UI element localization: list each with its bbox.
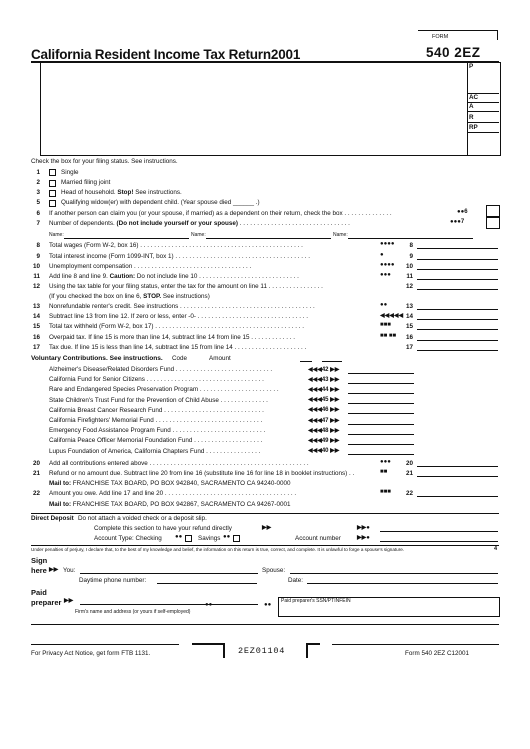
line-text: Add line 8 and line 9. Caution: Do not include line 10 . . . . . . . . . . . . . . . . . . . . . . . . . . . . . xyxy=(49,273,299,280)
widow-checkbox[interactable] xyxy=(49,200,56,207)
form-number: 540 2EZ xyxy=(426,45,481,60)
dep-name-1[interactable] xyxy=(64,238,189,239)
side-code-ac: AC xyxy=(469,94,479,101)
fund-code: ◀◀◀48 ▶▶ xyxy=(308,427,340,434)
footer-bracket xyxy=(192,643,224,645)
fund-amount-field[interactable] xyxy=(348,413,414,414)
line-text: (If you checked the box on line 6, STOP. See instructions) xyxy=(49,293,210,300)
deposit-rule xyxy=(31,513,499,514)
firm-address-field[interactable] xyxy=(31,624,499,625)
line-num: 11 xyxy=(33,273,40,280)
line-num: 20 xyxy=(32,460,40,467)
line-num: 6 xyxy=(36,210,40,217)
deposit-arrows: ▶▶ xyxy=(262,525,272,531)
paid-label: Paid xyxy=(31,588,47,597)
amount-field-line-12[interactable] xyxy=(417,289,498,290)
fund-name: Alzheimer's Disease/Related Disorders Fund . . . . . . . . . . . . . . . . . . . . . . . . . . . . xyxy=(49,366,273,373)
line-num: 21 xyxy=(32,470,40,477)
sign-label: Sign xyxy=(31,556,48,565)
fund-code: ◀◀◀49 ▶▶ xyxy=(308,437,340,444)
line-ref: 9 xyxy=(409,253,413,260)
line6-mark: ●●6 xyxy=(457,209,468,215)
amount-field-line-22[interactable] xyxy=(417,496,498,497)
savings-label: Savings xyxy=(198,535,221,542)
savings-mark: ●● xyxy=(223,534,231,540)
dep-name-3[interactable] xyxy=(348,238,473,239)
name-address-box[interactable] xyxy=(40,62,468,156)
footer-rule-right xyxy=(332,644,499,645)
perjury-text: Under penalties of perjury, I declare that, to the best of my knowledge and belief, the information on this return is true, correct, and complete. It is unlawful to forge a spouse's signature. xyxy=(31,547,405,552)
line-text: Nonrefundable renter's credit. See instructions . . . . . . . . . . . . . . . . . . . . . . . . . . . . . . . . . . . . . . . xyxy=(49,303,315,310)
footer-bracket xyxy=(306,643,320,645)
code-col-rule xyxy=(300,361,312,362)
voluntary-heading: Voluntary Contributions. See instructions. xyxy=(31,355,163,362)
amount-field-line-11[interactable] xyxy=(417,279,498,280)
footer-rule-left xyxy=(31,644,179,645)
line-ref: 22 xyxy=(405,490,413,497)
form-top-rule xyxy=(418,30,498,31)
code-label: Code xyxy=(172,355,188,362)
routing-number-field[interactable] xyxy=(380,531,498,532)
filing-num: 5 xyxy=(36,199,40,206)
filing-num: 3 xyxy=(36,189,40,196)
amount-col-rule xyxy=(322,361,342,362)
here-label: here xyxy=(31,566,47,575)
side-rule xyxy=(467,132,499,133)
checking-checkbox[interactable] xyxy=(185,535,192,542)
line-text: Total wages (Form W-2, box 16) . . . . . . . . . . . . . . . . . . . . . . . . . . . . . . . . . . . . . . . . . . . . . . . xyxy=(49,242,303,249)
dependents-count[interactable] xyxy=(486,217,500,229)
fund-name: California Breast Cancer Research Fund . . . . . . . . . . . . . . . . . . . . . . . . . . . . . xyxy=(49,406,264,414)
form-label: FORM xyxy=(432,34,449,40)
line-text: Total interest income (Form 1099-INT, box 1) . . . . . . . . . . . . . . . . . . . . . . . . . . . . . . . . . . . . . . . xyxy=(49,253,311,260)
filing-num: 1 xyxy=(36,169,40,176)
fund-name: Rare and Endangered Species Preservation Program . . . . . . . . . . . . . . . . . . . . . . . xyxy=(49,386,279,394)
amount-label: Amount xyxy=(209,355,231,362)
fund-name: California Peace Officer Memorial Foundation Fund . . . . . . . . . . . . . . . . . . . . xyxy=(49,437,263,445)
phone-label: Daytime phone number: xyxy=(79,577,147,584)
line-mark: ■■ xyxy=(380,469,388,475)
amount-field-line-20[interactable] xyxy=(417,466,498,467)
side-code-a: A xyxy=(469,103,474,110)
firm-mark: ●● xyxy=(205,602,213,608)
amount-field-line-9[interactable] xyxy=(417,259,498,260)
line-text: Refund or no amount due. Subtract line 20 from line 16 (substitute line 16 for line 18 in booklet instructions) . . xyxy=(49,470,355,477)
line-num: 17 xyxy=(32,344,40,351)
footer-bracket xyxy=(306,643,308,658)
line-ref: 14 xyxy=(405,313,413,320)
line-num: 15 xyxy=(32,323,40,330)
fund-name: Emergency Food Assistance Program Fund . . . . . . . . . . . . . . . . . . . . . . . . . . . xyxy=(49,427,266,435)
line-num: 22 xyxy=(32,490,40,497)
line-text: Overpaid tax. If line 15 is more than line 14, subtract line 14 from line 15 . . . . . . . . . . . . . xyxy=(49,334,296,341)
line-mark: ◀◀◀◀◀ xyxy=(380,313,404,319)
filing-label: Head of household. Stop! See instructions. xyxy=(61,189,182,196)
amount-field-line-14[interactable] xyxy=(417,319,498,320)
fund-code: ◀◀◀43 ▶▶ xyxy=(308,376,340,383)
side-rule xyxy=(467,122,499,123)
fund-amount-field[interactable] xyxy=(348,424,414,425)
fund-amount-field[interactable] xyxy=(348,383,414,384)
filing-intro: Check the box for your filing status. See instructions. xyxy=(31,158,178,165)
side-rule xyxy=(467,111,499,112)
firm-label: Firm's name and address (or yours if self-employed) xyxy=(75,609,191,615)
fund-amount-field[interactable] xyxy=(348,373,414,374)
preparer-signature-field[interactable] xyxy=(80,604,258,605)
phone-field[interactable] xyxy=(157,583,257,584)
line-text: Using the tax table for your filing status, enter the tax for the amount on line 11 . . . . . . . . . . . . . . . . xyxy=(49,283,323,290)
line-text: Amount you owe. Add line 17 and line 20 . . . . . . . . . . . . . . . . . . . . . . . . . . . . . . . . . . . . . . xyxy=(49,490,297,497)
you-label: You: xyxy=(63,567,76,574)
line-mark: ●●●● xyxy=(380,241,395,247)
form-title: California Resident Income Tax Return2001 xyxy=(31,47,301,62)
form-code: 2EZ01104 xyxy=(238,646,286,656)
line-ref: 21 xyxy=(405,470,413,477)
line-ref: 16 xyxy=(405,334,413,341)
spouse-label: Spouse: xyxy=(262,567,286,574)
dep-name-2[interactable] xyxy=(206,238,331,239)
amount-field-line-16[interactable] xyxy=(417,340,498,341)
ptin-label: Paid preparer's SSN/PTINFEIN xyxy=(281,598,351,604)
deposit-text: Do not attach a voided check or a deposit slip. xyxy=(78,515,207,522)
line-ref: 13 xyxy=(405,303,413,310)
preparer-arrows: ▶▶ xyxy=(64,598,74,604)
line-num: 7 xyxy=(36,220,40,227)
line-mark: ■■ ■■ xyxy=(380,333,397,339)
fund-amount-field[interactable] xyxy=(348,434,414,435)
filing-label: Married filing joint xyxy=(61,179,111,186)
footer-form: Form 540 2EZ C12001 xyxy=(405,650,470,657)
form-corner xyxy=(497,30,498,40)
line-num: 8 xyxy=(36,242,40,249)
account-mark: ▶▶● xyxy=(357,535,370,541)
line-num: 14 xyxy=(32,313,40,320)
line-ref: 17 xyxy=(405,344,413,351)
line-mark: ●●● xyxy=(380,272,391,278)
fund-amount-field[interactable] xyxy=(348,454,414,455)
line-text: Mail to: FRANCHISE TAX BOARD, PO BOX 942867, SACRAMENTO CA 94267-0001 xyxy=(49,501,291,508)
dep-name-label: Name: xyxy=(191,232,206,238)
line-mark: ■■■ xyxy=(380,489,391,495)
fund-name: State Children's Trust Fund for the Prevention of Child Abuse . . . . . . . . . . . . . . xyxy=(49,396,268,404)
married-joint-checkbox[interactable] xyxy=(49,180,56,187)
fund-amount-field[interactable] xyxy=(348,393,414,394)
side-code-rp: RP xyxy=(469,124,478,131)
deposit-line2: Complete this section to have your refund directly xyxy=(94,525,232,532)
fund-code: ◀◀◀46 ▶▶ xyxy=(308,407,340,414)
line-ref: 10 xyxy=(405,263,413,270)
line-mark: ● xyxy=(380,252,384,258)
line-ref: 20 xyxy=(405,460,413,467)
line-num: 16 xyxy=(32,334,40,341)
amount-field-line-15[interactable] xyxy=(417,329,498,330)
line-num: 12 xyxy=(32,283,40,290)
line-ref: 12 xyxy=(405,283,413,290)
fund-code: ◀◀◀45 ▶▶ xyxy=(308,397,340,404)
single-checkbox[interactable] xyxy=(49,169,56,176)
perjury-num: 4 xyxy=(494,546,498,552)
filing-num: 2 xyxy=(36,179,40,186)
fund-code: ◀◀◀40 ▶▶ xyxy=(308,448,340,455)
deposit-label: Direct Deposit xyxy=(31,515,74,522)
line-mark: ●● xyxy=(380,302,388,308)
line-text: Mail to: FRANCHISE TAX BOARD, PO BOX 942840, SACRAMENTO CA 94240-0000 xyxy=(49,480,291,487)
line-text: Total tax withheld (Form W-2, box 17) . . . . . . . . . . . . . . . . . . . . . . . . . . . . . . . . . . . . . . . . . . . xyxy=(49,323,304,330)
fund-name: Lupus Foundation of America, California Chapters Fund . . . . . . . . . . . . . . . . xyxy=(49,447,261,455)
dep-name-label: Name: xyxy=(49,232,64,238)
footer-bracket xyxy=(223,643,225,658)
fund-amount-field[interactable] xyxy=(348,403,414,404)
fund-amount-field[interactable] xyxy=(348,444,414,445)
line-num: 9 xyxy=(36,253,40,260)
fund-name: California Firefighters' Memorial Fund . . . . . . . . . . . . . . . . . . . . . . . . . . . . . . . xyxy=(49,417,263,424)
amount-field-line-21[interactable] xyxy=(417,476,498,477)
fund-code: ◀◀◀44 ▶▶ xyxy=(308,386,340,393)
date-label: Date: xyxy=(288,577,304,584)
line-mark: ●●●● xyxy=(380,262,395,268)
line-text: Tax due. If line 15 is less than line 14, subtract line 15 from line 14 . . . . . . . . . . . . . . . . . . . . . xyxy=(49,344,307,351)
fund-code: ◀◀◀47 ▶▶ xyxy=(308,417,340,424)
line7-text: Number of dependents. (Do not include yourself or your spouse) . . . . . . . . . . . . . . . . . . . . . . . . . . . . . . . . xyxy=(49,220,350,227)
line-text: Subtract line 13 from line 12. If zero or less, enter -0- . . . . . . . . . . . . . . . . . . . . . . . . . . . . . . . . xyxy=(49,313,308,320)
account-number-label: Account number xyxy=(295,535,341,542)
amount-field-line-17[interactable] xyxy=(417,350,498,351)
side-code-r: R xyxy=(469,114,474,121)
amount-field-line-8[interactable] xyxy=(417,248,498,249)
spouse-signature-field[interactable] xyxy=(290,573,498,574)
filing-label: Qualifying widow(er) with dependent child. (Year spouse died ______ .) xyxy=(61,199,260,206)
dep-name-label: Name: xyxy=(333,232,348,238)
line-num: 10 xyxy=(32,263,40,270)
here-arrows: ▶▶ xyxy=(49,567,59,573)
line-mark: ■■■ xyxy=(380,322,391,328)
sign-rule xyxy=(31,545,499,546)
date-field[interactable] xyxy=(307,583,498,584)
head-household-checkbox[interactable] xyxy=(49,190,56,197)
ptin-mark: ●● xyxy=(264,602,272,608)
fund-name: California Fund for Senior Citizens . . . . . . . . . . . . . . . . . . . . . . . . . . . . . . . . . . xyxy=(49,376,264,384)
account-number-field[interactable] xyxy=(380,541,498,542)
line-text: Add all contributions entered above . . . . . . . . . . . . . . . . . . . . . . . . . . . . . . . . . . . . . . . . . . . . . . xyxy=(49,460,309,467)
line-mark: ●●● xyxy=(380,459,391,465)
account-type-label: Account Type: Checking xyxy=(94,535,162,542)
preparer-label: preparer xyxy=(31,598,62,607)
fund-code: ◀◀◀42 ▶▶ xyxy=(308,366,340,373)
privacy-notice: For Privacy Act Notice, get form FTB 1131. xyxy=(31,650,151,657)
line6-text: If another person can claim you (or your spouse, if married) as a dependent on their return, check the box . . . . . . . . . . . . . . xyxy=(49,210,392,217)
line-num: 13 xyxy=(32,303,40,310)
line-text: Unemployment compensation . . . . . . . . . . . . . . . . . . . . . . . . . . . . . . . . . . xyxy=(49,263,252,270)
savings-checkbox[interactable] xyxy=(233,535,240,542)
amount-field-line-10[interactable] xyxy=(417,269,498,270)
side-code-p: P xyxy=(469,63,474,70)
line-ref: 11 xyxy=(406,273,413,280)
routing-mark: ▶▶● xyxy=(357,525,370,531)
line-ref: 15 xyxy=(405,323,413,330)
dependent-checkbox[interactable] xyxy=(486,205,500,217)
line7-mark: ●●●7 xyxy=(450,219,465,225)
amount-field-line-13[interactable] xyxy=(417,309,498,310)
checking-mark: ●● xyxy=(175,534,183,540)
your-signature-field[interactable] xyxy=(80,573,258,574)
filing-label: Single xyxy=(61,169,79,176)
line-ref: 8 xyxy=(409,242,413,249)
